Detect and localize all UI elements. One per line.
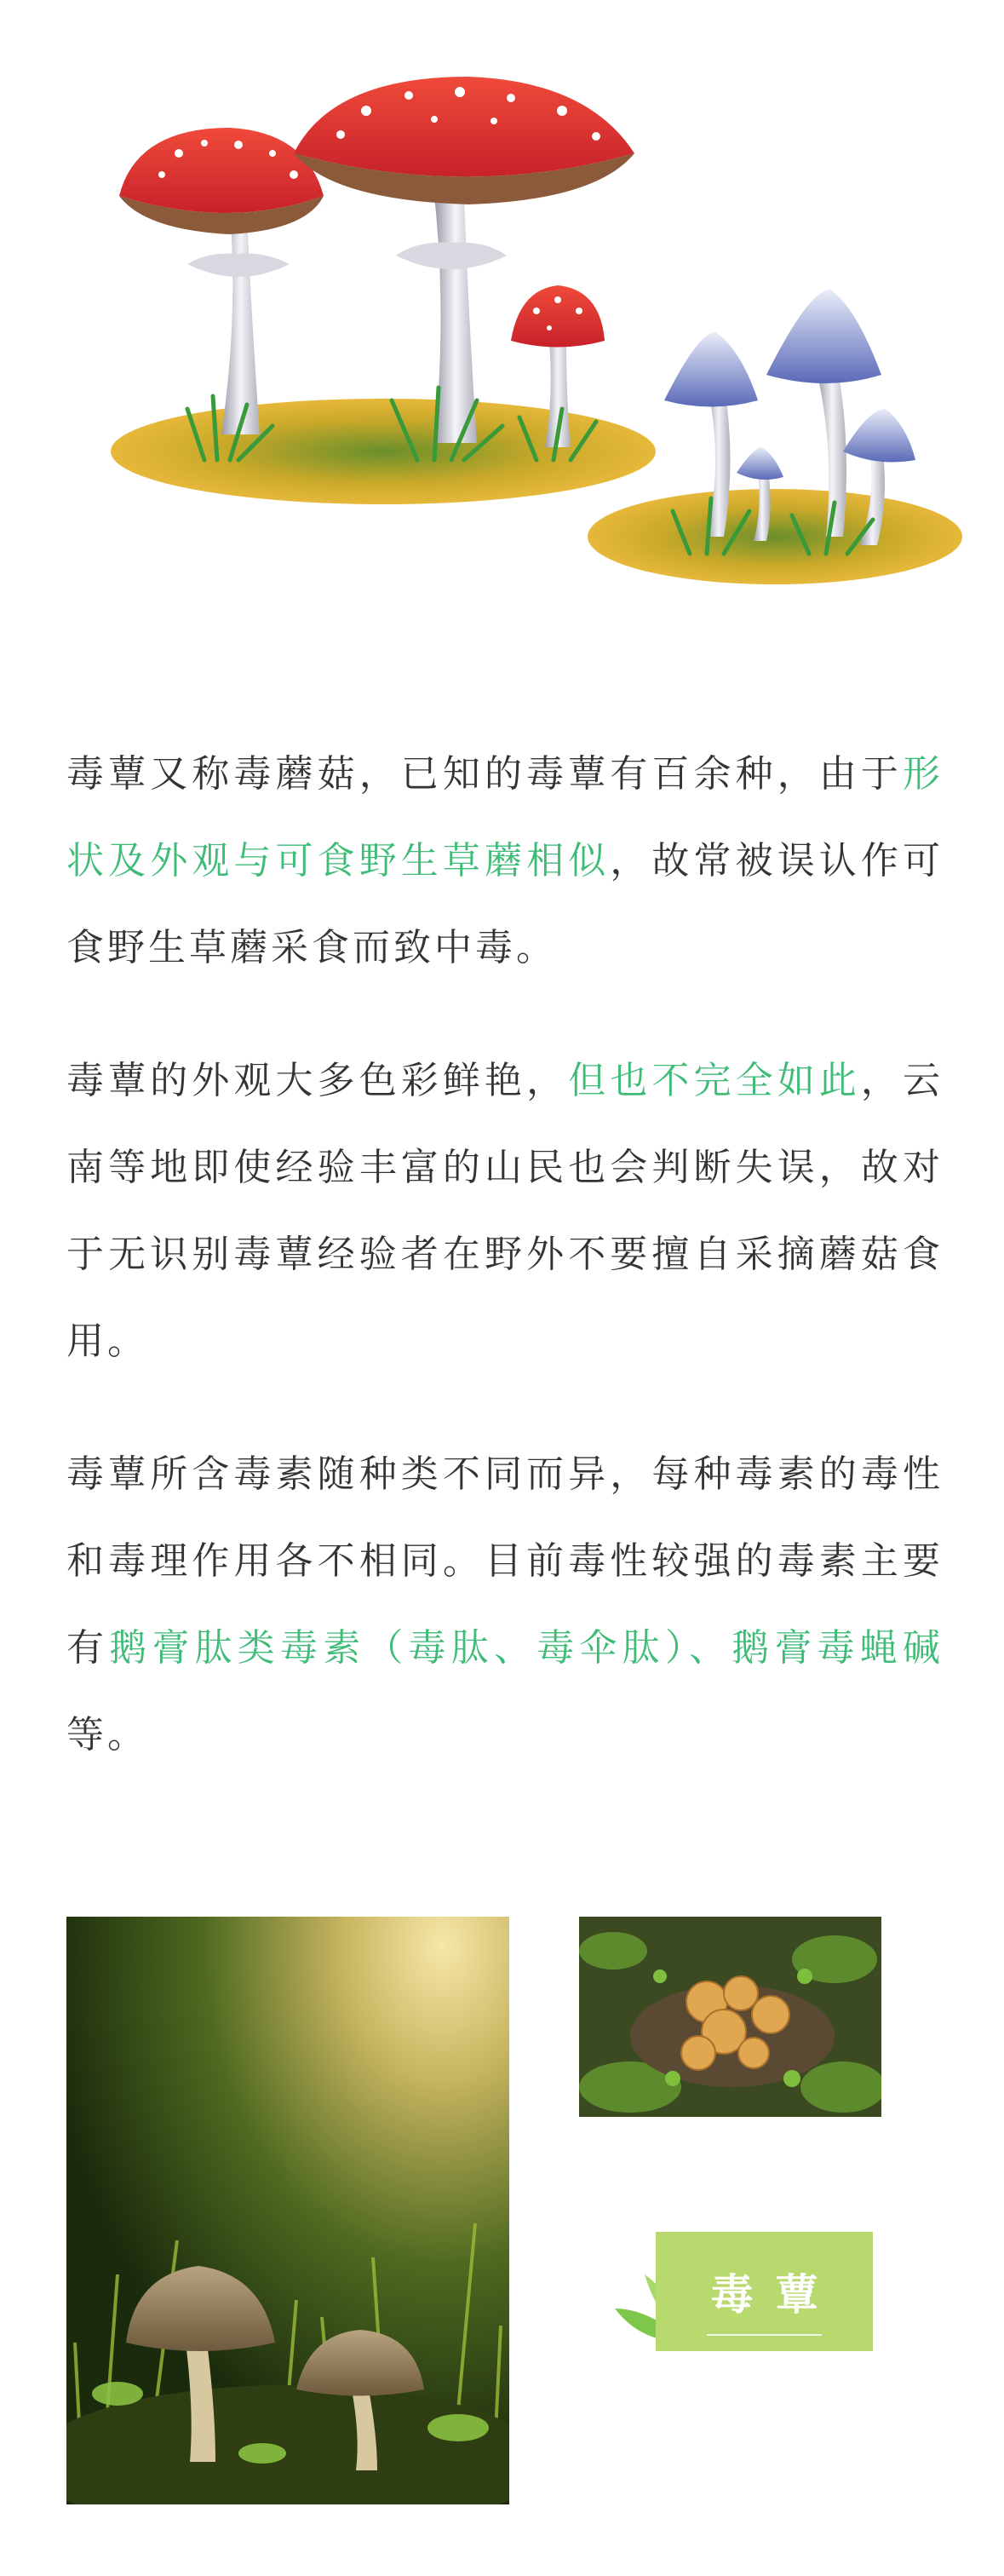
red-mushroom-large <box>294 77 634 443</box>
paragraph-2-text-1: 毒蕈的外观大多色彩鲜艳， <box>66 1059 569 1102</box>
paragraph-3-text-2: 等。 <box>66 1713 148 1757</box>
hero-mushroom-illustration <box>111 60 962 605</box>
paragraph-3-highlight: 鹅膏肽类毒素（毒肽、毒伞肽）、鹅膏毒蝇碱 <box>109 1626 944 1670</box>
mushroom-photo-large <box>66 1917 509 2504</box>
paragraph-3 <box>66 1431 944 1779</box>
paragraph-2 <box>66 1038 944 1385</box>
topic-tag-label: 毒蕈 <box>710 2270 840 2320</box>
paragraph-2-highlight: 但也不完全如此 <box>568 1059 861 1102</box>
right-ground-mound <box>588 489 962 584</box>
paragraph-1-text-1: 毒蕈又称毒蘑菇，已知的毒蕈有百余种，由于 <box>66 752 903 796</box>
paragraph-1-highlight: 形状及外观与可食野生草蘑相似 <box>66 752 944 883</box>
topic-tag-underline <box>707 2334 822 2336</box>
topic-tag <box>656 2232 873 2351</box>
paragraph-1 <box>66 731 944 992</box>
paragraph-2-text-2: ，云南等地即使经验丰富的山民也会判断失误，故对于无识别毒蕈经验者在野外不要擅自采摘蘑菇食用。 <box>66 1059 944 1363</box>
red-mushroom-left <box>119 128 324 434</box>
paragraph-3-text-1: 毒蕈所含毒素随种类不同而异，每种毒素的毒性和毒理作用各不相同。目前毒性较强的毒素主要有 <box>66 1452 944 1670</box>
mushroom-photo-small <box>579 1917 881 2117</box>
paragraph-1-text-2: ，故常被误认作可食野生草蘑采食而致中毒。 <box>66 839 944 969</box>
